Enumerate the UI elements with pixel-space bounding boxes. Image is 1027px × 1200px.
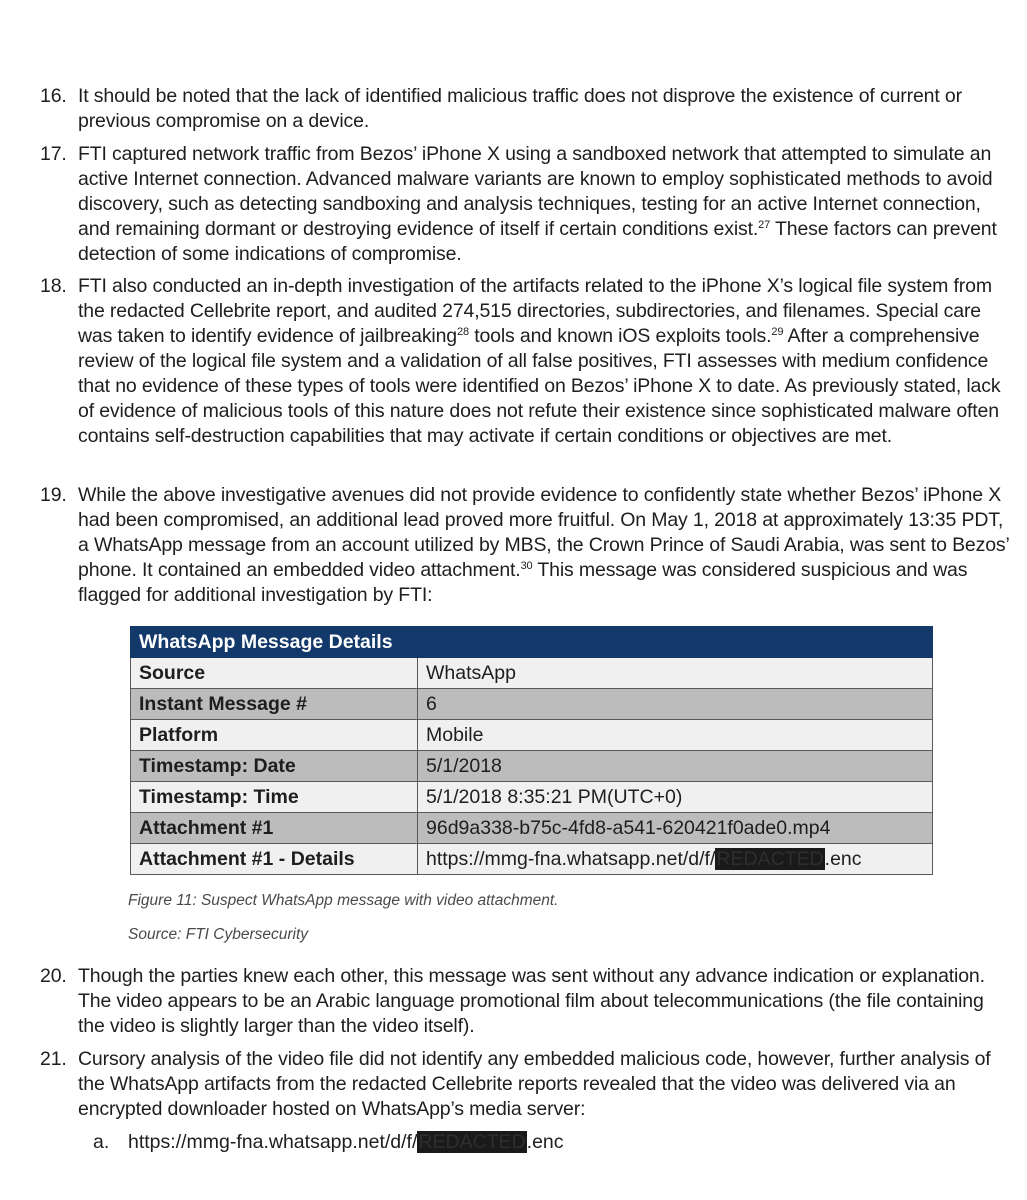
figure-caption: Figure 11: Suspect WhatsApp message with video attachment. (128, 892, 559, 909)
footnote-ref-28[interactable]: 28 (457, 326, 469, 338)
paragraph-18 (40, 274, 1015, 449)
paragraph-number: 21. (40, 1048, 67, 1070)
paragraph-number: 16. (40, 85, 67, 107)
text-segment: These factors can prevent detection of some indications of compromise. (78, 218, 997, 265)
text-segment: tools and known iOS exploits tools. (468, 325, 772, 347)
paragraph-text: It should be noted that the lack of identified malicious traffic does not disprove the existence of current or previous compromise on a device. (78, 85, 962, 132)
row-value: 96d9a338-b75c-4fd8-a541-620421f0ade0.mp4 (418, 813, 933, 844)
paragraph-text (78, 483, 1015, 608)
redaction-block: REDACTED (716, 847, 824, 870)
footnote-ref-30[interactable]: 30 (520, 560, 533, 572)
row-key: Timestamp: Date (131, 751, 418, 782)
row-key: Attachment #1 (131, 813, 418, 844)
url-link[interactable] (128, 1131, 564, 1153)
paragraph-19 (40, 483, 1015, 608)
table-row (131, 689, 933, 720)
row-value: 5/1/2018 (418, 751, 933, 782)
list-letter: a. (93, 1131, 110, 1153)
text-segment: This message was considered suspicious and was flagged for additional investigation by FTI: (78, 559, 968, 606)
footnote-ref-29[interactable]: 29 (771, 326, 784, 338)
paragraph-text (78, 142, 1015, 267)
url-prefix: https://mmg-fna.whatsapp.net/d/f/ (426, 847, 716, 870)
table-row (131, 720, 933, 751)
text-segment: After a comprehensive review of the logical file system and a validation of all false positives, FTI assesses with medium confidence that no evidence of these types of tools were identified on Bezos’ iPhone X to date. As previously stated, lack of evidence of malicious tools of this nature does not refute their existence since sophisticated malware often contains self-destruction capabilities that may activate if certain conditions or objectives are met. (78, 325, 1001, 447)
row-key: Instant Message # (131, 689, 418, 720)
table-row (131, 658, 933, 689)
table-title: WhatsApp Message Details (131, 627, 933, 658)
url-prefix: https://mmg-fna.whatsapp.net/d/f/ (128, 1131, 418, 1153)
paragraph-text: Cursory analysis of the video file did not identify any embedded malicious code, however, further analysis of the WhatsApp artifacts from the redacted Cellebrite reports revealed that the video was delivered via an encrypted downloader hosted on WhatsApp’s media server: (78, 1048, 991, 1120)
row-key: Attachment #1 - Details (131, 844, 418, 875)
paragraph-21 (40, 1047, 1015, 1122)
table-header-row (131, 627, 933, 658)
table-row (131, 844, 933, 875)
paragraph-number: 20. (40, 965, 67, 987)
paragraph-20 (40, 964, 1015, 1039)
text-segment: While the above investigative avenues did not provide evidence to confidently state whether Bezos’ iPhone X had been compromised, an additional lead proved more fruitful. On May 1, 2018 at approximately 13:35 PDT, a WhatsApp message from an account utilized by MBS, the Crown Prince of Saudi Arabia, was sent to Bezos’ phone. It contained an embedded video attachment. (78, 484, 1009, 581)
table-row (131, 782, 933, 813)
row-value: Mobile (418, 720, 933, 751)
footnote-ref-27[interactable]: 27 (758, 219, 771, 231)
paragraph-text: Though the parties knew each other, this message was sent without any advance indication or explanation. The video appears to be an Arabic language promotional film about telecommunications (the file containing the video is slightly larger than the video itself). (78, 965, 985, 1037)
paragraph-text (78, 274, 1015, 449)
row-value: 6 (418, 689, 933, 720)
text-segment: FTI captured network traffic from Bezos’ iPhone X using a sandboxed network that attempted to simulate an active Internet connection. Advanced malware variants are known to employ sophisticated methods to avoid discovery, such as detecting sandboxing and analysis techniques, testing for an active Internet connection, and remaining dormant or destroying evidence of itself if certain conditions exist. (78, 143, 993, 240)
paragraph-number: 18. (40, 275, 67, 297)
table-row (131, 813, 933, 844)
redaction-block: REDACTED (418, 1131, 526, 1153)
row-key: Timestamp: Time (131, 782, 418, 813)
text-segment: FTI also conducted an in-depth investigation of the artifacts related to the iPhone X’s logical file system from the redacted Cellebrite report, and audited 274,515 directories, subdirectories, and filenames. Special care was taken to identify evidence of jailbreaking (78, 275, 992, 347)
figure-source: Source: FTI Cybersecurity (128, 926, 309, 943)
table-row (131, 751, 933, 782)
whatsapp-details-table (130, 626, 933, 875)
row-value: WhatsApp (418, 658, 933, 689)
row-value-url[interactable] (418, 844, 933, 875)
paragraph-number: 17. (40, 143, 67, 165)
list-item-a (93, 1130, 564, 1155)
url-suffix: .enc (824, 847, 862, 870)
paragraph-number: 19. (40, 484, 67, 506)
row-key: Source (131, 658, 418, 689)
row-key: Platform (131, 720, 418, 751)
url-suffix: .enc (526, 1131, 564, 1153)
paragraph-17 (40, 142, 1015, 267)
paragraph-16 (40, 84, 1015, 134)
row-value: 5/1/2018 8:35:21 PM(UTC+0) (418, 782, 933, 813)
